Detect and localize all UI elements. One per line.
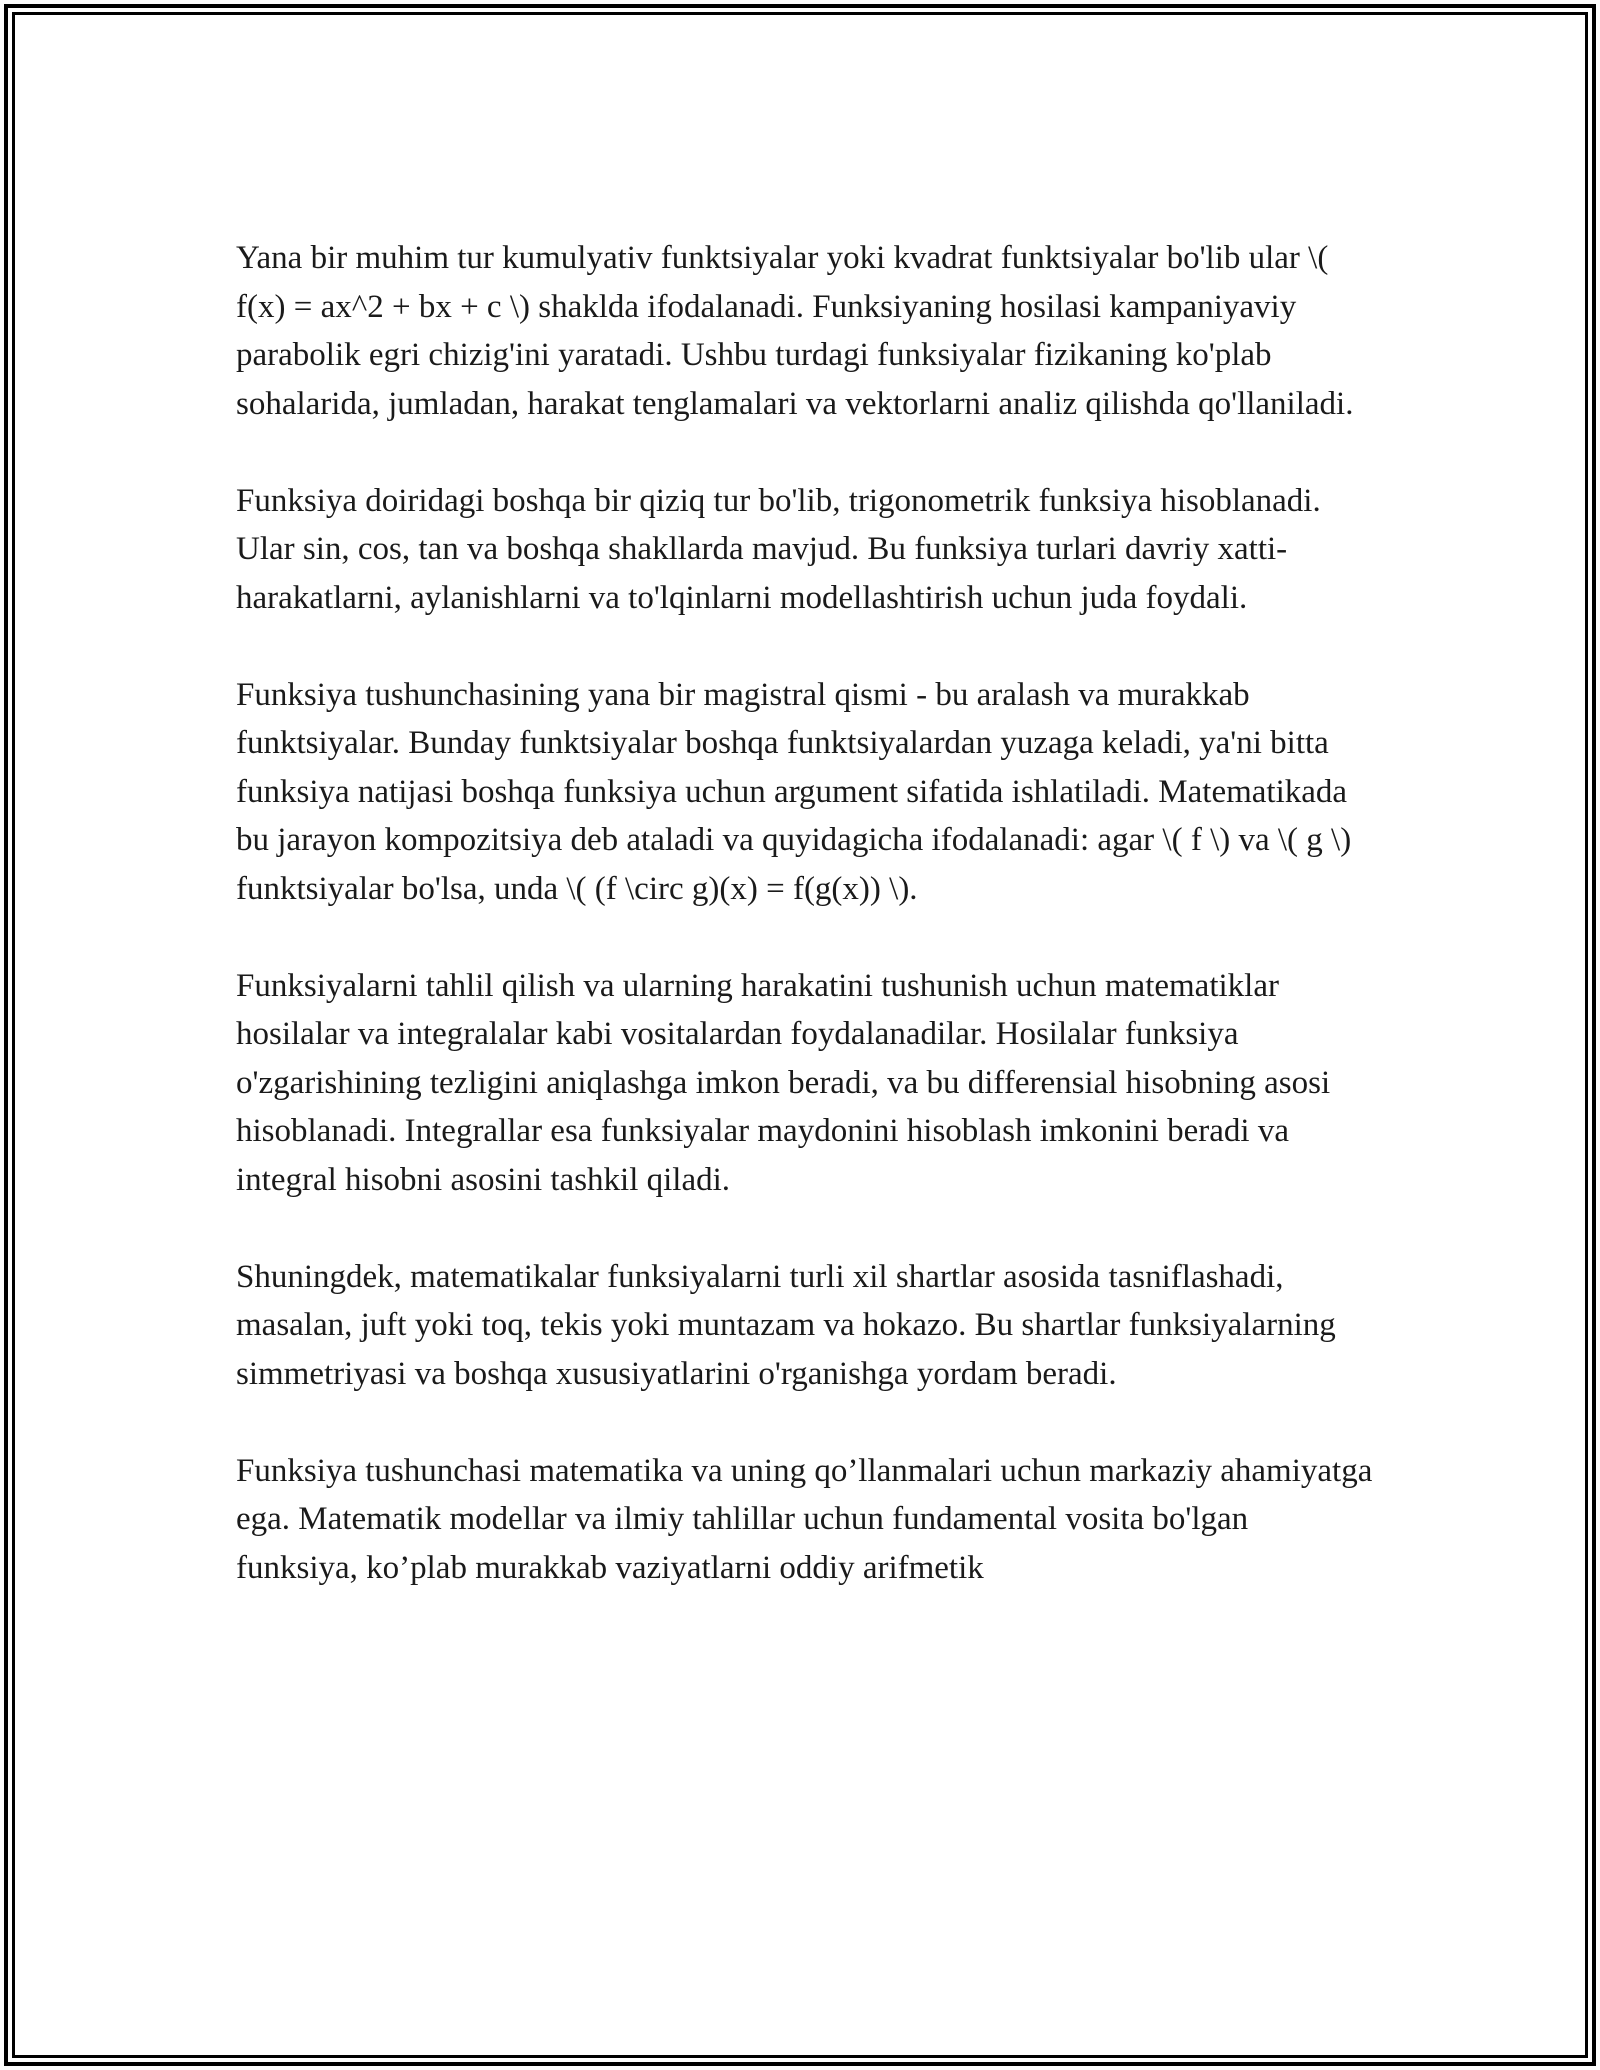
paragraph-trigonometric-functions: Funksiya doiridagi boshqa bir qiziq tur bo'lib, trigonometrik funksiya hisoblanadi. Ular sin, cos, tan va boshqa shakllarda mavjud. Bu funksiya turlari davriy xatti-harakatlarni, aylanishlarni va to'lqinlarni modellashtirish uchun juda foydali. bbox=[236, 482, 1321, 616]
document-body bbox=[236, 234, 1376, 1641]
paragraph-quadratic-functions: Yana bir muhim tur kumulyativ funktsiyalar yoki kvadrat funktsiyalar bo'lib ular \( f(x) = ax^2 + bx + c \) shaklda ifodalanadi. Funksiyaning hosilasi kampaniyaviy parabolik egri chizig'ini yaratadi. Ushbu turdagi funksiyalar fizikaning ko'plab sohalarida, jumladan, harakat tenglamalari va vektorlarni analiz qilishda qo'llaniladi. bbox=[236, 240, 1354, 422]
paragraph-composite-functions: Funksiya tushunchasining yana bir magistral qismi - bu aralash va murakkab funktsiyalar. Bunday funktsiyalar boshqa funktsiyalardan yuzaga keladi, ya'ni bitta funksiya natijasi boshqa funksiya uchun argument sifatida ishlatiladi. Matematikada bu jarayon kompozitsiya deb ataladi va quyidagicha ifodalanadi: agar \( f \) va \( g \) funktsiyalar bo'lsa, unda \( (f \circ g)(x) = f(g(x)) \). bbox=[236, 676, 1352, 907]
paragraph-function-importance: Funksiya tushunchasi matematika va uning qo’llanmalari uchun markaziy ahamiyatga ega. Matematik modellar va ilmiy tahlillar uchun fundamental vosita bo'lgan funksiya, ko’plab murakkab vaziyatlarni oddiy arifmetik bbox=[236, 1452, 1373, 1586]
paragraph-function-classification: Shuningdek, matematikalar funksiyalarni turli xil shartlar asosida tasniflashadi, masalan, juft yoki toq, tekis yoki muntazam va hokazo. Bu shartlar funksiyalarning simmetriyasi va boshqa xususiyatlarini o'rganishga yordam beradi. bbox=[236, 1258, 1336, 1392]
paragraph-derivatives-integrals: Funksiyalarni tahlil qilish va ularning harakatini tushunish uchun matematiklar hosilalar va integralalar kabi vositalardan foydalanadilar. Hosilalar funksiya o'zgarishining tezligini aniqlashga imkon beradi, va bu differensial hisobning asosi hisoblanadi. Integrallar esa funksiyalar maydonini hisoblash imkonini beradi va integral hisobni asosini tashkil qiladi. bbox=[236, 967, 1331, 1198]
